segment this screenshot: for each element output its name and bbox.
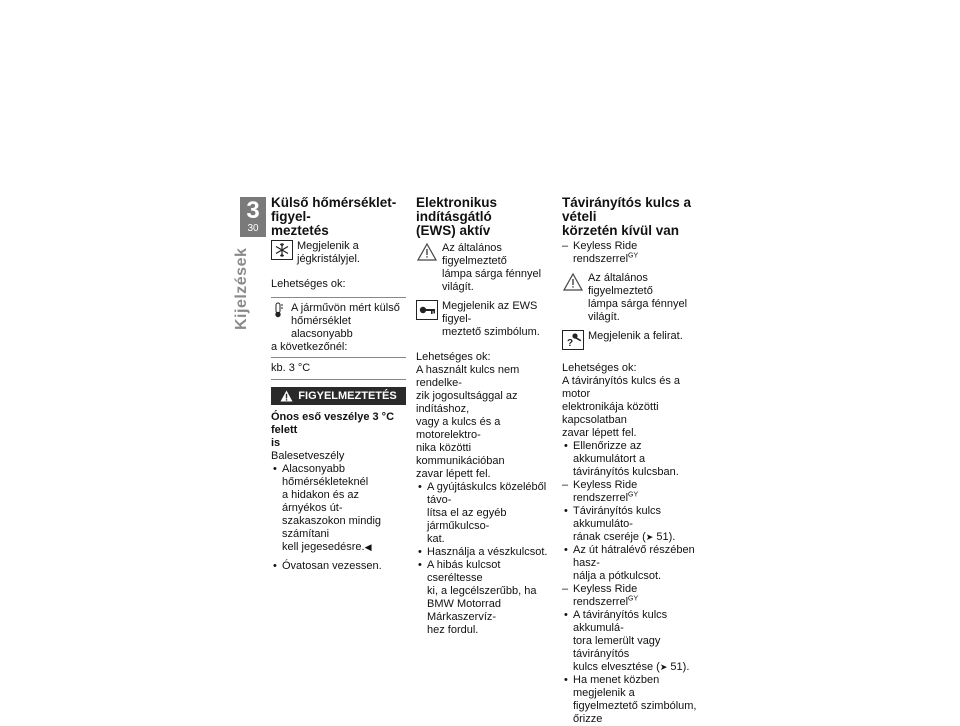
cause-paragraph: A távirányítós kulcs és a motor elektronikája közötti kapcsolatban zavar lépett fel. [562,375,680,439]
ews-symbol-row: Megjelenik az EWS figyel- meztető szimbólum. [416,300,550,339]
keyless-ride-note: – Keyless Ride rendszerrel$^{GY}$ [562,240,702,266]
threshold-value: kb. 3 °C [271,362,311,374]
threshold-table [271,297,406,380]
key-icon [416,300,438,320]
page-reference[interactable]: 51 [656,531,669,543]
column-remote-key [562,196,702,726]
list-item: • Az út hátralévő részében hasz- nálja a pótkulcsot. [562,544,702,583]
general-warning-row: Az általános figyelmeztető lámpa sárga fénnyel világít. [562,272,702,324]
remote-key-row: ? Megjelenik a felirat. [562,330,702,350]
list-item: • Óvatosan vezessen. [271,560,406,573]
warning-triangle-icon [280,390,293,402]
section-title-ews: Elektronikus indításgátló (EWS) aktív [416,195,498,238]
arrow-right-icon: ➤ [645,532,654,542]
threshold-condition: A járművön mért külső hőmérséklet alacsonyabb a következőnél: [271,298,406,358]
danger-subtitle: Balesetveszély [271,450,345,462]
keyless-ride-note: – Keyless Ride rendszerrel$^{GY}$ [562,479,702,505]
warning-triangle-icon [562,272,584,292]
cause-label: Lehetséges ok: [562,362,637,374]
ice-indicator-text: Megjelenik a jégkristályjel. [297,240,360,265]
chapter-label: Kijelzések [233,247,250,330]
thermometer-icon [271,302,291,341]
section-title-temperature: Külső hőmérséklet-figyel- meztetés [271,195,397,238]
list-item: • Ellenőrizze az akkumulátort a távirányítós kulcsban. [562,440,702,479]
chapter-tab [240,197,266,237]
column-ews [416,196,550,637]
general-warning-row: Az általános figyelmeztető lámpa sárga fénnyel világít. [416,242,550,294]
list-item: • Használja a vészkulcsot. [416,546,550,559]
ice-indicator-row [271,240,406,266]
warning-banner: FIGYELMEZTETÉS [271,387,406,405]
column-outside-temperature [271,196,406,573]
page-reference[interactable]: 51 [670,661,683,673]
page-number: 30 [247,223,259,234]
remote-key-icon [562,330,584,350]
cause-paragraph: A használt kulcs nem rendelke- zik jogosultsággal az indításhoz, vagy a kulcs és a motorelektro- nika közötti kommunikációban zavar lépett fel. [416,364,520,480]
danger-title: Ónos eső veszélye 3 °C felett is [271,411,395,449]
list-item: • Távirányítós kulcs akkumuláto- rának cseréje (➤ 51). [562,505,702,544]
chapter-number: 3 [246,197,260,224]
list-item: • Ha menet közben megjelenik a figyelmeztető szimbólum, őrizze [562,674,702,726]
keyless-ride-note: – Keyless Ride rendszerrel$^{GY}$ [562,583,702,609]
section-title-remote-key: Távirányítós kulcs a vételi körzetén kívül van [562,195,692,238]
list-item: • A távirányítós kulcs akkumulá- tora lemerült vagy távirányítós kulcs elvesztése (➤ 51). [562,609,702,674]
snowflake-icon [271,240,293,260]
svg-text:?: ? [567,338,574,349]
list-item: • A hibás kulcsot cseréltesse ki, a legcélszerűbb, ha BMW Motorrad Márkaszervíz- hez fordul. [416,559,550,637]
list-item: • Alacsonyabb hőmérsékleteknél a hidakon és az árnyékos út- szakaszokon mindig számítani kell jegesedésre.◀ [271,463,406,554]
arrow-right-icon: ➤ [659,662,668,672]
cause-label: Lehetséges ok: [416,351,491,363]
warning-triangle-icon [416,242,438,262]
end-mark-icon: ◀ [364,542,372,552]
cause-label: Lehetséges ok: [271,278,346,290]
list-item: • A gyújtáskulcs közeléből távo- lítsa el az egyéb járműkulcso- kat. [416,481,550,546]
